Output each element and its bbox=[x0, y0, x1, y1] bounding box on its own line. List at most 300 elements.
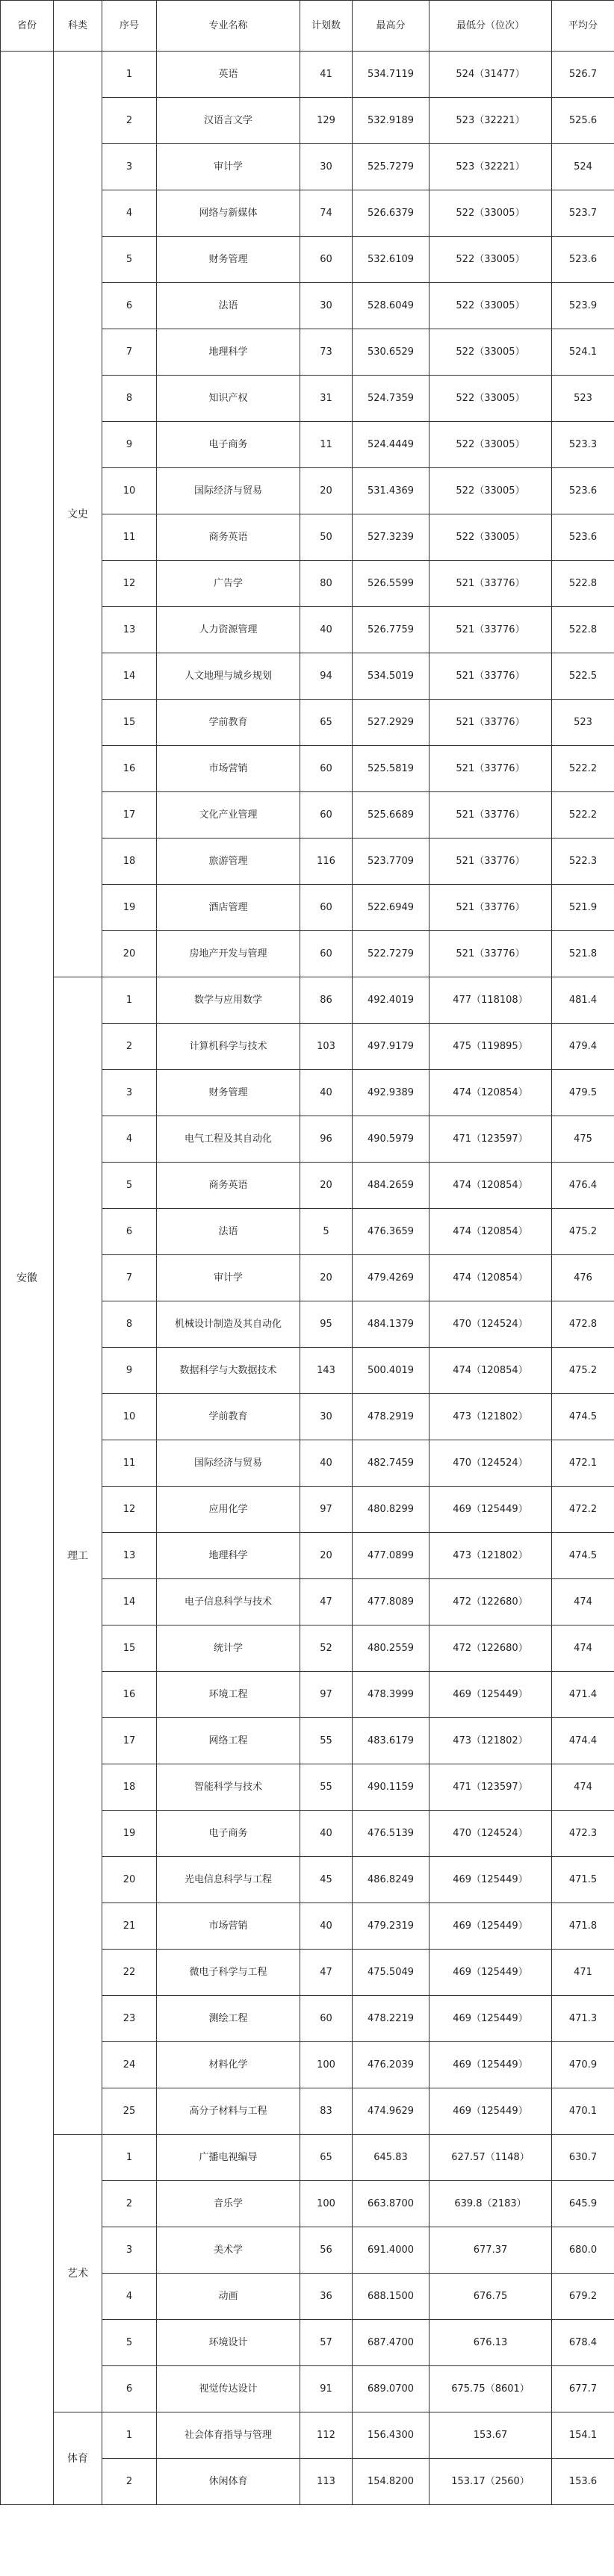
cell-min-score-rank: 470（124524） bbox=[430, 1440, 552, 1487]
cell-index: 17 bbox=[102, 1718, 157, 1764]
cell-plan-count: 143 bbox=[300, 1348, 353, 1394]
cell-major-name: 微电子科学与工程 bbox=[157, 1950, 300, 1996]
cell-major-name: 学前教育 bbox=[157, 700, 300, 746]
cell-min-score-rank: 472（122680） bbox=[430, 1625, 552, 1672]
cell-plan-count: 40 bbox=[300, 1070, 353, 1116]
cell-plan-count: 60 bbox=[300, 237, 353, 283]
cell-avg-score: 472.8 bbox=[552, 1301, 614, 1348]
cell-max-score: 483.6179 bbox=[353, 1718, 430, 1764]
cell-index: 7 bbox=[102, 1255, 157, 1301]
cell-major-name: 旅游管理 bbox=[157, 839, 300, 885]
cell-index: 3 bbox=[102, 144, 157, 190]
cell-avg-score: 677.7 bbox=[552, 2366, 614, 2412]
cell-index: 24 bbox=[102, 2042, 157, 2088]
cell-max-score: 689.0700 bbox=[353, 2366, 430, 2412]
cell-min-score-rank: 522（33005） bbox=[430, 468, 552, 514]
cell-plan-count: 100 bbox=[300, 2042, 353, 2088]
cell-avg-score: 522.5 bbox=[552, 653, 614, 700]
cell-plan-count: 47 bbox=[300, 1950, 353, 1996]
cell-plan-count: 60 bbox=[300, 885, 353, 931]
cell-major-name: 电子商务 bbox=[157, 422, 300, 468]
cell-avg-score: 474 bbox=[552, 1579, 614, 1625]
header-max-score: 最高分 bbox=[353, 1, 430, 52]
cell-max-score: 522.7279 bbox=[353, 931, 430, 977]
category-cell: 体育 bbox=[54, 2412, 102, 2505]
cell-major-name: 英语 bbox=[157, 52, 300, 98]
cell-avg-score: 474 bbox=[552, 1625, 614, 1672]
category-cell: 艺术 bbox=[54, 2135, 102, 2412]
cell-avg-score: 479.4 bbox=[552, 1024, 614, 1070]
cell-index: 10 bbox=[102, 1394, 157, 1440]
header-index: 序号 bbox=[102, 1, 157, 52]
cell-avg-score: 471.5 bbox=[552, 1857, 614, 1903]
cell-min-score-rank: 522（33005） bbox=[430, 283, 552, 329]
cell-index: 14 bbox=[102, 653, 157, 700]
cell-index: 2 bbox=[102, 98, 157, 144]
cell-major-name: 网络与新媒体 bbox=[157, 190, 300, 237]
cell-index: 3 bbox=[102, 1070, 157, 1116]
header-avg-score: 平均分 bbox=[552, 1, 614, 52]
cell-major-name: 美术学 bbox=[157, 2227, 300, 2274]
cell-index: 16 bbox=[102, 1672, 157, 1718]
cell-index: 8 bbox=[102, 376, 157, 422]
cell-min-score-rank: 473（121802） bbox=[430, 1718, 552, 1764]
cell-avg-score: 474.5 bbox=[552, 1533, 614, 1579]
cell-avg-score: 476 bbox=[552, 1255, 614, 1301]
cell-min-score-rank: 522（33005） bbox=[430, 329, 552, 376]
cell-index: 6 bbox=[102, 1209, 157, 1255]
cell-max-score: 476.3659 bbox=[353, 1209, 430, 1255]
cell-plan-count: 94 bbox=[300, 653, 353, 700]
cell-major-name: 市场营销 bbox=[157, 746, 300, 792]
cell-avg-score: 472.2 bbox=[552, 1487, 614, 1533]
cell-avg-score: 521.8 bbox=[552, 931, 614, 977]
cell-plan-count: 116 bbox=[300, 839, 353, 885]
cell-avg-score: 471.4 bbox=[552, 1672, 614, 1718]
cell-min-score-rank: 470（124524） bbox=[430, 1811, 552, 1857]
cell-index: 9 bbox=[102, 1348, 157, 1394]
cell-major-name: 广告学 bbox=[157, 561, 300, 607]
cell-index: 19 bbox=[102, 1811, 157, 1857]
cell-index: 16 bbox=[102, 746, 157, 792]
cell-avg-score: 523.7 bbox=[552, 190, 614, 237]
table-row bbox=[1, 2412, 614, 2459]
cell-avg-score: 523 bbox=[552, 376, 614, 422]
cell-min-score-rank: 521（33776） bbox=[430, 746, 552, 792]
cell-major-name: 应用化学 bbox=[157, 1487, 300, 1533]
cell-plan-count: 20 bbox=[300, 468, 353, 514]
cell-major-name: 法语 bbox=[157, 283, 300, 329]
cell-min-score-rank: 521（33776） bbox=[430, 607, 552, 653]
cell-avg-score: 521.9 bbox=[552, 885, 614, 931]
cell-plan-count: 45 bbox=[300, 1857, 353, 1903]
cell-major-name: 市场营销 bbox=[157, 1903, 300, 1950]
cell-max-score: 531.4369 bbox=[353, 468, 430, 514]
cell-min-score-rank: 639.8（2183） bbox=[430, 2181, 552, 2227]
cell-index: 13 bbox=[102, 607, 157, 653]
cell-plan-count: 20 bbox=[300, 1533, 353, 1579]
header-plan-count: 计划数 bbox=[300, 1, 353, 52]
cell-major-name: 酒店管理 bbox=[157, 885, 300, 931]
cell-min-score-rank: 523（32221） bbox=[430, 98, 552, 144]
cell-plan-count: 60 bbox=[300, 1996, 353, 2042]
cell-min-score-rank: 522（33005） bbox=[430, 422, 552, 468]
header-category: 科类 bbox=[54, 1, 102, 52]
cell-min-score-rank: 523（32221） bbox=[430, 144, 552, 190]
cell-max-score: 480.2559 bbox=[353, 1625, 430, 1672]
cell-plan-count: 100 bbox=[300, 2181, 353, 2227]
cell-avg-score: 472.3 bbox=[552, 1811, 614, 1857]
cell-avg-score: 475.2 bbox=[552, 1348, 614, 1394]
cell-index: 6 bbox=[102, 2366, 157, 2412]
cell-max-score: 532.9189 bbox=[353, 98, 430, 144]
cell-max-score: 477.0899 bbox=[353, 1533, 430, 1579]
cell-plan-count: 36 bbox=[300, 2274, 353, 2320]
cell-major-name: 环境工程 bbox=[157, 1672, 300, 1718]
cell-major-name: 商务英语 bbox=[157, 514, 300, 561]
cell-major-name: 人力资源管理 bbox=[157, 607, 300, 653]
cell-index: 4 bbox=[102, 190, 157, 237]
cell-max-score: 482.7459 bbox=[353, 1440, 430, 1487]
cell-avg-score: 525.6 bbox=[552, 98, 614, 144]
cell-min-score-rank: 676.13 bbox=[430, 2320, 552, 2366]
cell-avg-score: 679.2 bbox=[552, 2274, 614, 2320]
cell-avg-score: 523 bbox=[552, 700, 614, 746]
cell-index: 18 bbox=[102, 839, 157, 885]
cell-avg-score: 474.4 bbox=[552, 1718, 614, 1764]
cell-plan-count: 97 bbox=[300, 1487, 353, 1533]
cell-max-score: 524.7359 bbox=[353, 376, 430, 422]
cell-avg-score: 475.2 bbox=[552, 1209, 614, 1255]
cell-major-name: 计算机科学与技术 bbox=[157, 1024, 300, 1070]
cell-plan-count: 55 bbox=[300, 1764, 353, 1811]
cell-avg-score: 678.4 bbox=[552, 2320, 614, 2366]
cell-plan-count: 30 bbox=[300, 283, 353, 329]
cell-avg-score: 472.1 bbox=[552, 1440, 614, 1487]
cell-plan-count: 50 bbox=[300, 514, 353, 561]
cell-major-name: 电子商务 bbox=[157, 1811, 300, 1857]
cell-max-score: 484.2659 bbox=[353, 1163, 430, 1209]
cell-max-score: 523.7709 bbox=[353, 839, 430, 885]
cell-plan-count: 86 bbox=[300, 977, 353, 1024]
cell-major-name: 网络工程 bbox=[157, 1718, 300, 1764]
cell-avg-score: 522.2 bbox=[552, 746, 614, 792]
cell-min-score-rank: 470（124524） bbox=[430, 1301, 552, 1348]
cell-major-name: 电气工程及其自动化 bbox=[157, 1116, 300, 1163]
cell-plan-count: 60 bbox=[300, 931, 353, 977]
cell-major-name: 数据科学与大数据技术 bbox=[157, 1348, 300, 1394]
cell-index: 12 bbox=[102, 561, 157, 607]
cell-plan-count: 30 bbox=[300, 1394, 353, 1440]
cell-plan-count: 103 bbox=[300, 1024, 353, 1070]
cell-avg-score: 522.8 bbox=[552, 607, 614, 653]
cell-min-score-rank: 676.75 bbox=[430, 2274, 552, 2320]
cell-avg-score: 524 bbox=[552, 144, 614, 190]
cell-plan-count: 20 bbox=[300, 1255, 353, 1301]
cell-max-score: 154.8200 bbox=[353, 2459, 430, 2505]
cell-avg-score: 523.6 bbox=[552, 468, 614, 514]
cell-major-name: 地理科学 bbox=[157, 1533, 300, 1579]
cell-avg-score: 630.7 bbox=[552, 2135, 614, 2181]
cell-min-score-rank: 472（122680） bbox=[430, 1579, 552, 1625]
cell-major-name: 休闲体育 bbox=[157, 2459, 300, 2505]
cell-major-name: 光电信息科学与工程 bbox=[157, 1857, 300, 1903]
cell-index: 5 bbox=[102, 237, 157, 283]
cell-min-score-rank: 474（120854） bbox=[430, 1348, 552, 1394]
province-cell: 安徽 bbox=[1, 52, 54, 2505]
cell-index: 15 bbox=[102, 700, 157, 746]
cell-plan-count: 31 bbox=[300, 376, 353, 422]
cell-index: 6 bbox=[102, 283, 157, 329]
cell-index: 5 bbox=[102, 1163, 157, 1209]
cell-major-name: 人文地理与城乡规划 bbox=[157, 653, 300, 700]
cell-max-score: 527.3239 bbox=[353, 514, 430, 561]
cell-major-name: 智能科学与技术 bbox=[157, 1764, 300, 1811]
cell-avg-score: 522.3 bbox=[552, 839, 614, 885]
cell-index: 11 bbox=[102, 1440, 157, 1487]
cell-plan-count: 73 bbox=[300, 329, 353, 376]
cell-min-score-rank: 474（120854） bbox=[430, 1070, 552, 1116]
cell-index: 1 bbox=[102, 2135, 157, 2181]
cell-major-name: 审计学 bbox=[157, 144, 300, 190]
cell-plan-count: 40 bbox=[300, 1811, 353, 1857]
cell-plan-count: 11 bbox=[300, 422, 353, 468]
cell-plan-count: 60 bbox=[300, 746, 353, 792]
cell-max-score: 478.2219 bbox=[353, 1996, 430, 2042]
cell-plan-count: 57 bbox=[300, 2320, 353, 2366]
cell-plan-count: 96 bbox=[300, 1116, 353, 1163]
cell-major-name: 国际经济与贸易 bbox=[157, 1440, 300, 1487]
cell-index: 14 bbox=[102, 1579, 157, 1625]
cell-min-score-rank: 153.67 bbox=[430, 2412, 552, 2459]
cell-index: 13 bbox=[102, 1533, 157, 1579]
cell-major-name: 高分子材料与工程 bbox=[157, 2088, 300, 2135]
cell-min-score-rank: 473（121802） bbox=[430, 1533, 552, 1579]
cell-max-score: 525.5819 bbox=[353, 746, 430, 792]
cell-max-score: 478.2919 bbox=[353, 1394, 430, 1440]
cell-index: 9 bbox=[102, 422, 157, 468]
cell-avg-score: 476.4 bbox=[552, 1163, 614, 1209]
cell-max-score: 497.9179 bbox=[353, 1024, 430, 1070]
cell-avg-score: 526.7 bbox=[552, 52, 614, 98]
cell-plan-count: 20 bbox=[300, 1163, 353, 1209]
category-cell: 理工 bbox=[54, 977, 102, 2135]
cell-index: 3 bbox=[102, 2227, 157, 2274]
cell-major-name: 文化产业管理 bbox=[157, 792, 300, 839]
cell-max-score: 526.5599 bbox=[353, 561, 430, 607]
cell-plan-count: 5 bbox=[300, 1209, 353, 1255]
cell-max-score: 525.7279 bbox=[353, 144, 430, 190]
cell-max-score: 532.6109 bbox=[353, 237, 430, 283]
cell-avg-score: 474 bbox=[552, 1764, 614, 1811]
cell-max-score: 527.2929 bbox=[353, 700, 430, 746]
cell-index: 10 bbox=[102, 468, 157, 514]
table-body bbox=[1, 52, 614, 2505]
cell-max-score: 687.4700 bbox=[353, 2320, 430, 2366]
cell-index: 7 bbox=[102, 329, 157, 376]
cell-min-score-rank: 153.17（2560） bbox=[430, 2459, 552, 2505]
cell-avg-score: 474.5 bbox=[552, 1394, 614, 1440]
cell-plan-count: 40 bbox=[300, 1440, 353, 1487]
table-row bbox=[1, 2135, 614, 2181]
cell-avg-score: 471 bbox=[552, 1950, 614, 1996]
cell-plan-count: 52 bbox=[300, 1625, 353, 1672]
cell-index: 17 bbox=[102, 792, 157, 839]
cell-major-name: 社会体育指导与管理 bbox=[157, 2412, 300, 2459]
cell-plan-count: 65 bbox=[300, 700, 353, 746]
cell-plan-count: 55 bbox=[300, 1718, 353, 1764]
cell-min-score-rank: 469（125449） bbox=[430, 1996, 552, 2042]
cell-major-name: 电子信息科学与技术 bbox=[157, 1579, 300, 1625]
cell-index: 2 bbox=[102, 2181, 157, 2227]
cell-min-score-rank: 469（125449） bbox=[430, 1487, 552, 1533]
cell-min-score-rank: 469（125449） bbox=[430, 1950, 552, 1996]
cell-min-score-rank: 474（120854） bbox=[430, 1163, 552, 1209]
cell-avg-score: 153.6 bbox=[552, 2459, 614, 2505]
table-row bbox=[1, 52, 614, 98]
cell-min-score-rank: 521（33776） bbox=[430, 839, 552, 885]
cell-avg-score: 481.4 bbox=[552, 977, 614, 1024]
cell-major-name: 房地产开发与管理 bbox=[157, 931, 300, 977]
cell-min-score-rank: 675.75（8601） bbox=[430, 2366, 552, 2412]
cell-min-score-rank: 474（120854） bbox=[430, 1209, 552, 1255]
header-province: 省份 bbox=[1, 1, 54, 52]
cell-avg-score: 680.0 bbox=[552, 2227, 614, 2274]
cell-avg-score: 524.1 bbox=[552, 329, 614, 376]
cell-max-score: 477.8089 bbox=[353, 1579, 430, 1625]
cell-index: 20 bbox=[102, 931, 157, 977]
cell-major-name: 财务管理 bbox=[157, 237, 300, 283]
cell-major-name: 国际经济与贸易 bbox=[157, 468, 300, 514]
cell-min-score-rank: 521（33776） bbox=[430, 700, 552, 746]
cell-plan-count: 112 bbox=[300, 2412, 353, 2459]
cell-major-name: 音乐学 bbox=[157, 2181, 300, 2227]
cell-index: 4 bbox=[102, 2274, 157, 2320]
cell-min-score-rank: 521（33776） bbox=[430, 653, 552, 700]
cell-major-name: 广播电视编导 bbox=[157, 2135, 300, 2181]
cell-index: 1 bbox=[102, 52, 157, 98]
cell-min-score-rank: 475（119895） bbox=[430, 1024, 552, 1070]
cell-max-score: 480.8299 bbox=[353, 1487, 430, 1533]
cell-max-score: 500.4019 bbox=[353, 1348, 430, 1394]
cell-plan-count: 91 bbox=[300, 2366, 353, 2412]
cell-major-name: 动画 bbox=[157, 2274, 300, 2320]
cell-avg-score: 470.9 bbox=[552, 2042, 614, 2088]
cell-max-score: 524.4449 bbox=[353, 422, 430, 468]
cell-min-score-rank: 471（123597） bbox=[430, 1764, 552, 1811]
cell-plan-count: 129 bbox=[300, 98, 353, 144]
cell-index: 2 bbox=[102, 2459, 157, 2505]
header-major-name: 专业名称 bbox=[157, 1, 300, 52]
cell-min-score-rank: 627.57（1148） bbox=[430, 2135, 552, 2181]
table-header-row bbox=[1, 1, 614, 52]
cell-index: 21 bbox=[102, 1903, 157, 1950]
cell-avg-score: 470.1 bbox=[552, 2088, 614, 2135]
cell-major-name: 汉语言文学 bbox=[157, 98, 300, 144]
cell-index: 1 bbox=[102, 2412, 157, 2459]
cell-min-score-rank: 521（33776） bbox=[430, 931, 552, 977]
cell-major-name: 知识产权 bbox=[157, 376, 300, 422]
cell-plan-count: 95 bbox=[300, 1301, 353, 1348]
cell-max-score: 478.3999 bbox=[353, 1672, 430, 1718]
cell-avg-score: 479.5 bbox=[552, 1070, 614, 1116]
cell-avg-score: 522.8 bbox=[552, 561, 614, 607]
cell-max-score: 691.4000 bbox=[353, 2227, 430, 2274]
cell-max-score: 534.5019 bbox=[353, 653, 430, 700]
cell-avg-score: 645.9 bbox=[552, 2181, 614, 2227]
cell-major-name: 学前教育 bbox=[157, 1394, 300, 1440]
cell-max-score: 490.1159 bbox=[353, 1764, 430, 1811]
cell-max-score: 486.8249 bbox=[353, 1857, 430, 1903]
cell-index: 20 bbox=[102, 1857, 157, 1903]
cell-index: 5 bbox=[102, 2320, 157, 2366]
cell-index: 4 bbox=[102, 1116, 157, 1163]
cell-min-score-rank: 469（125449） bbox=[430, 2042, 552, 2088]
cell-avg-score: 475 bbox=[552, 1116, 614, 1163]
cell-max-score: 479.2319 bbox=[353, 1903, 430, 1950]
cell-min-score-rank: 474（120854） bbox=[430, 1255, 552, 1301]
cell-plan-count: 56 bbox=[300, 2227, 353, 2274]
cell-major-name: 财务管理 bbox=[157, 1070, 300, 1116]
cell-min-score-rank: 473（121802） bbox=[430, 1394, 552, 1440]
cell-min-score-rank: 677.37 bbox=[430, 2227, 552, 2274]
cell-max-score: 526.7759 bbox=[353, 607, 430, 653]
cell-max-score: 479.4269 bbox=[353, 1255, 430, 1301]
cell-min-score-rank: 469（125449） bbox=[430, 1903, 552, 1950]
cell-avg-score: 154.1 bbox=[552, 2412, 614, 2459]
cell-max-score: 156.4300 bbox=[353, 2412, 430, 2459]
cell-max-score: 492.4019 bbox=[353, 977, 430, 1024]
cell-major-name: 地理科学 bbox=[157, 329, 300, 376]
cell-max-score: 490.5979 bbox=[353, 1116, 430, 1163]
cell-max-score: 528.6049 bbox=[353, 283, 430, 329]
cell-avg-score: 471.8 bbox=[552, 1903, 614, 1950]
cell-avg-score: 523.3 bbox=[552, 422, 614, 468]
cell-plan-count: 40 bbox=[300, 1903, 353, 1950]
cell-major-name: 环境设计 bbox=[157, 2320, 300, 2366]
cell-max-score: 484.1379 bbox=[353, 1301, 430, 1348]
cell-avg-score: 523.9 bbox=[552, 283, 614, 329]
cell-min-score-rank: 522（33005） bbox=[430, 237, 552, 283]
cell-major-name: 视觉传达设计 bbox=[157, 2366, 300, 2412]
cell-index: 8 bbox=[102, 1301, 157, 1348]
cell-plan-count: 113 bbox=[300, 2459, 353, 2505]
cell-index: 1 bbox=[102, 977, 157, 1024]
cell-plan-count: 60 bbox=[300, 792, 353, 839]
cell-max-score: 525.6689 bbox=[353, 792, 430, 839]
cell-max-score: 475.5049 bbox=[353, 1950, 430, 1996]
cell-min-score-rank: 521（33776） bbox=[430, 561, 552, 607]
cell-min-score-rank: 471（123597） bbox=[430, 1116, 552, 1163]
cell-index: 2 bbox=[102, 1024, 157, 1070]
cell-avg-score: 471.3 bbox=[552, 1996, 614, 2042]
cell-max-score: 663.8700 bbox=[353, 2181, 430, 2227]
cell-avg-score: 522.2 bbox=[552, 792, 614, 839]
cell-max-score: 522.6949 bbox=[353, 885, 430, 931]
cell-plan-count: 41 bbox=[300, 52, 353, 98]
cell-min-score-rank: 522（33005） bbox=[430, 376, 552, 422]
cell-plan-count: 40 bbox=[300, 607, 353, 653]
cell-index: 15 bbox=[102, 1625, 157, 1672]
cell-max-score: 476.2039 bbox=[353, 2042, 430, 2088]
cell-min-score-rank: 524（31477） bbox=[430, 52, 552, 98]
cell-max-score: 526.6379 bbox=[353, 190, 430, 237]
header-min-score-rank: 最低分（位次） bbox=[430, 1, 552, 52]
cell-index: 18 bbox=[102, 1764, 157, 1811]
cell-plan-count: 30 bbox=[300, 144, 353, 190]
cell-min-score-rank: 469（125449） bbox=[430, 1672, 552, 1718]
cell-index: 25 bbox=[102, 2088, 157, 2135]
